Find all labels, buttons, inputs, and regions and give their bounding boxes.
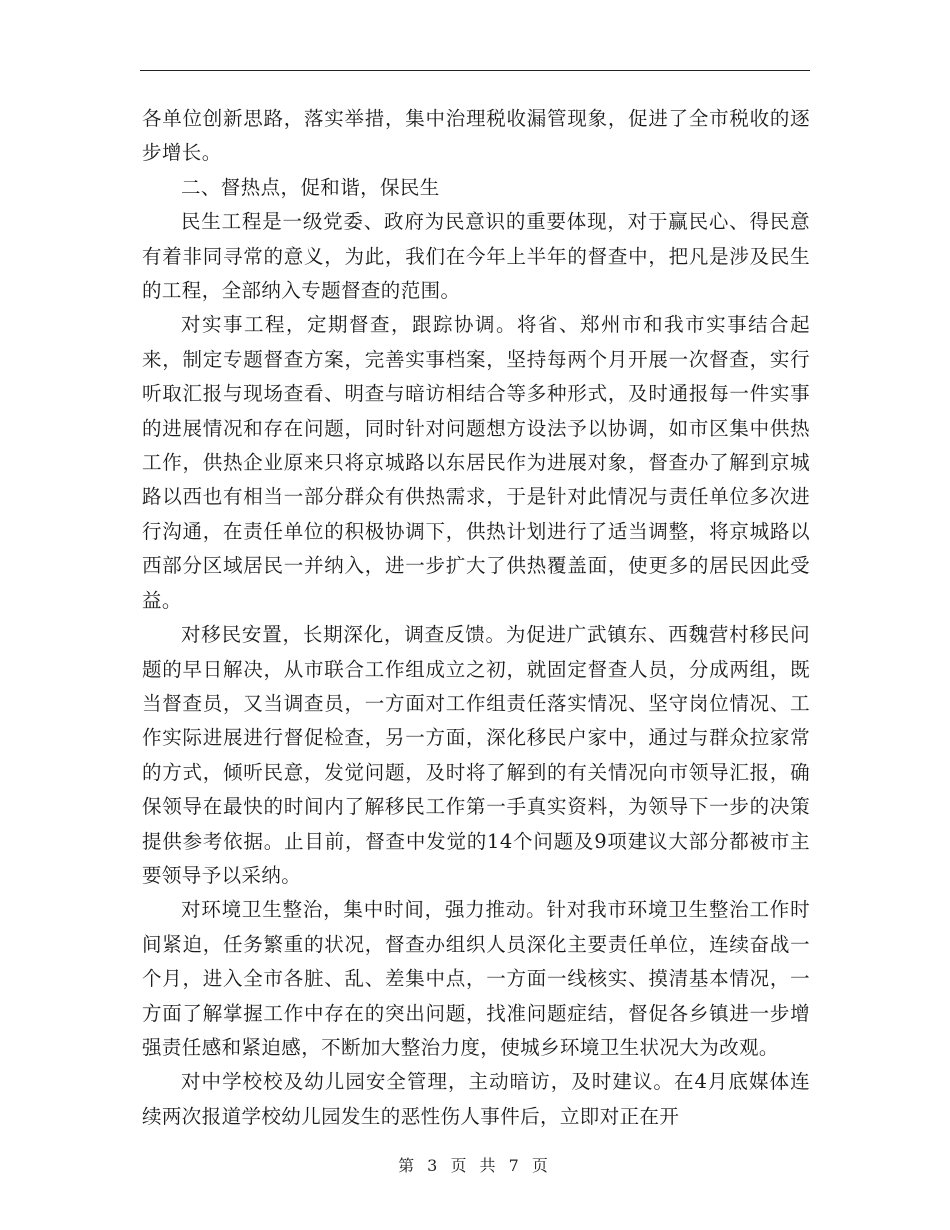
paragraph-5: 对移民安置，长期深化，调查反馈。为促进广武镇东、西魏营村移民问题的早日解决，从市联合工作组成立之初，就固定督查人员，分成两组，既当督查员，又当调查员，一方面对工作组责任落实情况、坚守岗位情况、工作实际进展进行督促检查，另一方面，深化移民户家中，通过与群众拉家常的方式，倾听民意，发觉问题，及时将了解到的有关情况向市领导汇报，确保领导在最快的时间内了解移民工作第一手真实资料，为领导下一步的决策提供参考依据。止目前，督查中发觉的14个问题及9项建议大部分都被市主要领导予以采纳。 bbox=[142, 623, 810, 887]
page-number: 第 3 页 共 7 页 bbox=[398, 1156, 552, 1175]
paragraph-4: 对实事工程，定期督查，跟踪协调。将省、郑州市和我市实事结合起来，制定专题督查方案，完善实事档案，坚持每两个月开展一次督查，实行听取汇报与现场查看、明查与暗访相结合等多种形式，及时通报每一件实事的进展情况和存在问题，同时针对问题想方设法予以协调，如市区集中供热工作，供热企业原来只将京城路以东居民作为进展对象，督查办了解到京城路以西也有相当一部分群众有供热需求，于是针对此情况与责任单位多次进行沟通，在责任单位的积极协调下，供热计划进行了适当调整，将京城路以西部分区域居民一并纳入，进一步扩大了供热覆盖面，使更多的居民因此受益。 bbox=[142, 313, 810, 612]
paragraph-6: 对环境卫生整治，集中时间，强力推动。针对我市环境卫生整治工作时间紧迫，任务繁重的状况，督查办组织人员深化主要责任单位，连续奋战一个月，进入全市各脏、乱、差集中点，一方面一线核实、摸清基本情况，一方面了解掌握工作中存在的突出问题，找准问题症结，督促各乡镇进一步增强责任感和紧迫感，不断加大整治力度，使城乡环境卫生状况大为改观。 bbox=[142, 898, 810, 1059]
paragraph-1: 各单位创新思路，落实举措，集中治理税收漏管现象，促进了全市税收的逐步增长。 bbox=[142, 107, 810, 165]
paragraph-7: 对中学校校及幼儿园安全管理，主动暗访，及时建议。在4月底媒体连续两次报道学校幼儿园发生的恶性伤人事件后，立即对正在开 bbox=[142, 1070, 810, 1128]
header-rule bbox=[140, 70, 810, 71]
paragraph-3: 民生工程是一级党委、政府为民意识的重要体现，对于赢民心、得民意有着非同寻常的意义，为此，我们在今年上半年的督查中，把凡是涉及民生的工程，全部纳入专题督查的范围。 bbox=[142, 210, 810, 303]
document-body bbox=[142, 102, 810, 1134]
section-heading: 二、督热点，促和谐，保民生 bbox=[181, 175, 440, 199]
